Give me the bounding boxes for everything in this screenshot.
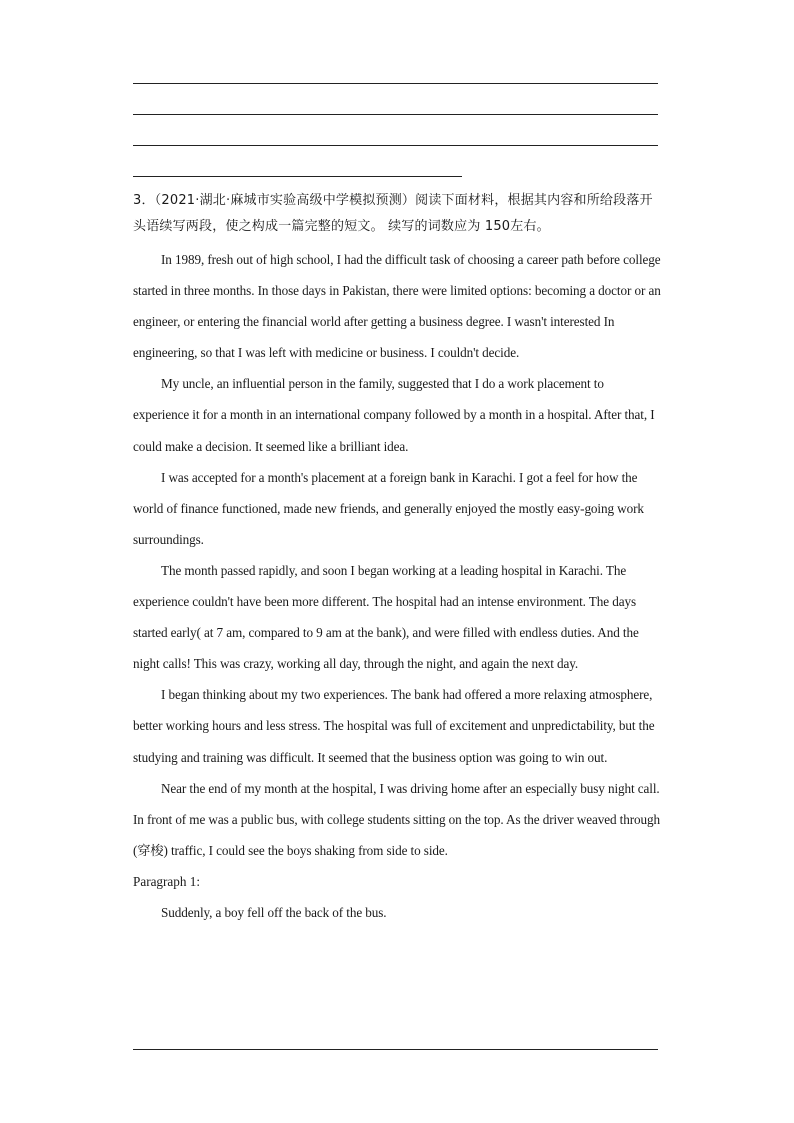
question-instruction: 阅读下面材料，根据其内容和所给段落开头语续写两段，使之构成一篇完整的短文。 续写的词数应为 150左右。 xyxy=(133,193,653,234)
passage-paragraph-2: My uncle, an influential person in the family, suggested that I do a work placement to experience it for a month in an international company followed by a month in a hospital. After that, I could make a decision. It seemed like a brilliant idea. xyxy=(133,376,655,454)
passage-paragraph-3: I was accepted for a month's placement at a foreign bank in Karachi. I got a feel for how the world of finance functioned, made new friends, and generally enjoyed the mostly easy-going work surroundings. xyxy=(133,469,644,547)
passage-paragraph-4: The month passed rapidly, and soon I began working at a leading hospital in Karachi. The experience couldn't have been more different. The hospital had an intense environment. The days started early( at 7 am, compared to 9 am at the bank), and were filled with endless duties. And the night calls! This was crazy, working all day, through the night, and again the next day. xyxy=(133,562,639,672)
answer-line-5 xyxy=(133,1049,658,1050)
answer-line-1 xyxy=(133,83,658,84)
question-header xyxy=(133,188,661,240)
passage-paragraph-6: Near the end of my month at the hospital, I was driving home after an especially busy night call. In front of me was a public bus, with college students sitting on the top. As the driver weaved through (穿梭) traffic, I could see the boys shaking from side to side. xyxy=(133,780,660,858)
question-block xyxy=(133,188,661,928)
question-number: 3． xyxy=(133,193,155,208)
answer-line-4-short xyxy=(133,176,462,177)
paragraph1-label: Paragraph 1: xyxy=(133,873,201,889)
answer-line-3 xyxy=(133,145,658,146)
question-source: （2021·湖北·麻城市实验高级中学模拟预测） xyxy=(154,193,416,208)
answer-line-2 xyxy=(133,114,658,115)
paragraph1-opening: Suddenly, a boy fell off the back of the bus. xyxy=(161,904,387,920)
passage-paragraph-5: I began thinking about my two experiences. The bank had offered a more relaxing atmosphere, better working hours and less stress. The hospital was full of excitement and unpredictability, but the studying and training was difficult. It seemed that the business option was going to win out. xyxy=(133,687,655,765)
passage-paragraph-1: In 1989, fresh out of high school, I had the difficult task of choosing a career path before college started in three months. In those days in Pakistan, there were limited options: becoming a doctor or an engineer, or entering the financial world after getting a business degree. I wasn't interested In engineering, so that I was left with medicine or business. I couldn't decide. xyxy=(133,252,661,361)
